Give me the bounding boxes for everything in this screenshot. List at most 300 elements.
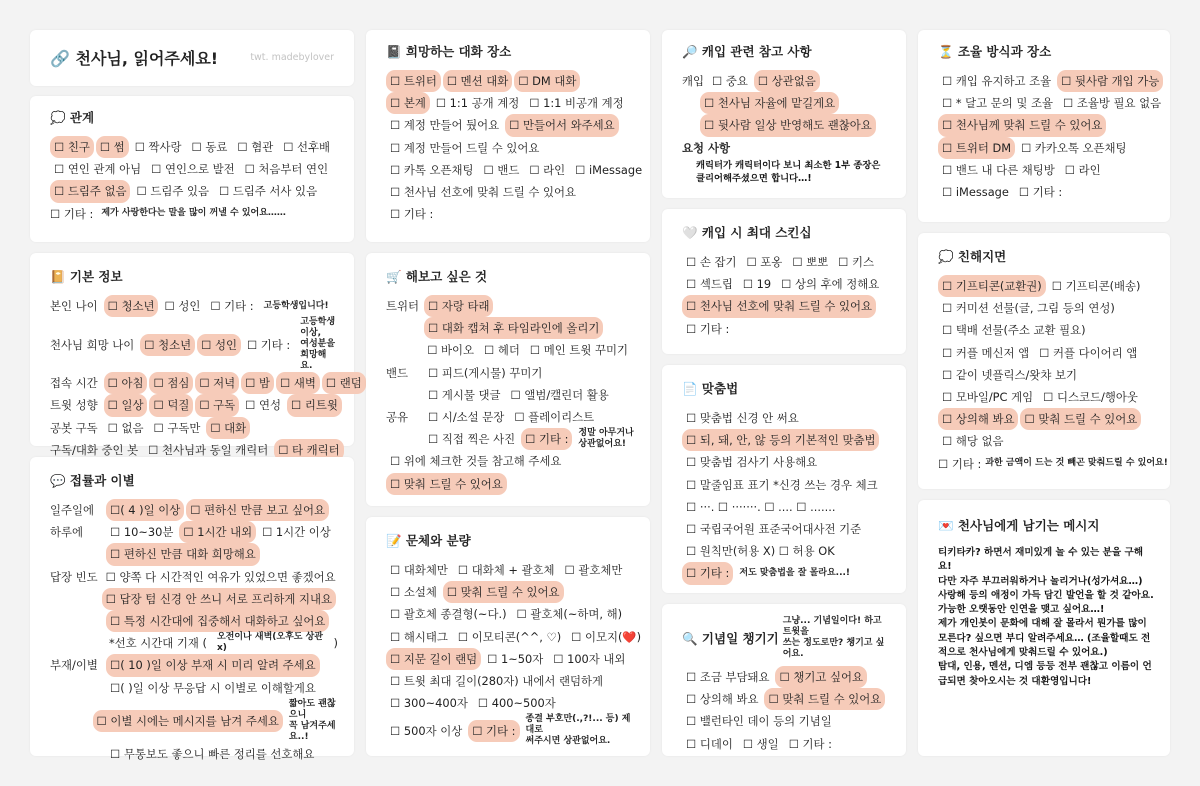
wish-option-selected[interactable]: ☐ 대화 캡쳐 후 타임라인에 올리기 bbox=[424, 317, 603, 339]
close-option[interactable]: ☐ 커미션 선물(글, 그림 등의 연성) bbox=[942, 301, 1115, 316]
place-row bbox=[386, 70, 634, 92]
place-option-selected[interactable]: ☐ 트위터 bbox=[386, 70, 441, 92]
close-row bbox=[938, 342, 1154, 364]
request-label: 요청 사항 bbox=[682, 140, 730, 155]
meet-row bbox=[50, 588, 338, 610]
anniv-title-note: 그냥... 기념일이다! 하고 트윗을 쓰는 정도로만? 챙기고 싶어요. bbox=[782, 616, 885, 659]
relation-option[interactable]: ☐ 혐관 bbox=[237, 140, 274, 154]
close-option[interactable]: ☐ 택배 선물(주소 교환 필요) bbox=[942, 323, 1086, 338]
anniv-option[interactable]: ☐ 디데이 bbox=[686, 736, 733, 751]
style-option-selected[interactable]: ☐ 맞춰 드릴 수 있어요 bbox=[443, 581, 564, 603]
style-option[interactable]: ☐ 해시태그 bbox=[390, 629, 448, 644]
basic-option-selected[interactable]: ☐ 성인 bbox=[197, 334, 241, 356]
wish-row bbox=[386, 384, 634, 406]
spell-etc-option-selected[interactable]: ☐ 기타 : bbox=[682, 562, 733, 584]
close-row bbox=[938, 430, 1154, 452]
relation-etc-note: 제가 사랑한다는 말을 많이 꺼낼 수 있어요…… bbox=[101, 208, 286, 219]
spell-row bbox=[682, 518, 890, 540]
adjust-option[interactable]: ☐ iMessage bbox=[942, 185, 1009, 200]
basic-option[interactable]: ☐ 성인 bbox=[164, 299, 201, 313]
meet-rows bbox=[50, 499, 338, 765]
place-row bbox=[386, 159, 643, 181]
meet-row-label: 하루에 bbox=[50, 525, 84, 540]
relation-option[interactable]: ☐ 짝사랑 bbox=[134, 140, 182, 154]
relation-row bbox=[50, 136, 338, 158]
basic-option-selected[interactable]: ☐ 덕질 bbox=[149, 394, 193, 416]
meet-option-selected[interactable]: ☐( 4 )일 이상 bbox=[106, 499, 184, 521]
spell-etc-note: 저도 맞춤법을 잘 몰라요...! bbox=[739, 568, 851, 579]
wish-row bbox=[386, 295, 634, 317]
basic-row bbox=[50, 317, 338, 372]
caip-more-row bbox=[682, 114, 890, 136]
title-card bbox=[30, 30, 354, 86]
place-title: 📓 희망하는 대화 장소 bbox=[386, 44, 512, 59]
wish-option[interactable]: ☐ 앨범/캘린더 활용 bbox=[510, 387, 609, 402]
close-option[interactable]: ☐ 커플 메신저 앱 bbox=[942, 345, 1030, 360]
close-option[interactable]: ☐ 모바일/PC 게임 bbox=[942, 390, 1034, 405]
meet-paren-close: ) bbox=[333, 636, 338, 651]
basic-option[interactable]: ☐ 없음 bbox=[107, 420, 144, 435]
spell-rows bbox=[682, 407, 890, 562]
meet-card bbox=[30, 457, 354, 761]
anniv-title: 🔍 기념일 챙기기 bbox=[682, 631, 779, 646]
spell-row bbox=[682, 540, 890, 562]
anniv-option[interactable]: ☐ 밸런타인 데이 등의 기념일 bbox=[686, 714, 832, 729]
adjust-rows bbox=[938, 70, 1162, 203]
skin-title: 🤍 캐입 시 최대 스킨십 bbox=[682, 225, 812, 240]
relation-row bbox=[50, 180, 338, 202]
spell-row bbox=[682, 496, 890, 518]
meet-option-selected[interactable]: ☐ 답장 텀 신경 안 쓰니 서로 프리하게 지내요 bbox=[102, 588, 336, 610]
place-row bbox=[386, 181, 634, 203]
adjust-option-selected[interactable]: ☐ 뒷사람 개입 가능 bbox=[1057, 70, 1163, 92]
spell-row bbox=[682, 451, 890, 473]
meet-row-label: 부재/이별 bbox=[50, 658, 98, 673]
basic-option[interactable]: ☐ 구독만 bbox=[153, 420, 201, 435]
relation-option[interactable]: ☐ 연인으로 발전 bbox=[151, 162, 235, 177]
caip-more bbox=[682, 92, 890, 136]
wish-option[interactable]: ☐ 바이오 bbox=[427, 343, 475, 358]
skin-option[interactable]: ☐ 19 bbox=[742, 277, 772, 292]
basic-option-selected[interactable]: ☐ 밤 bbox=[241, 372, 274, 394]
skin-card bbox=[662, 209, 906, 354]
place-option[interactable]: ☐ 1:1 비공개 계정 bbox=[529, 96, 624, 111]
caip-option-selected[interactable]: ☐ 상관없음 bbox=[754, 70, 820, 92]
close-option[interactable]: ☐ 같이 넷플릭스/왓챠 보기 bbox=[942, 367, 1077, 382]
caip-row bbox=[682, 70, 890, 92]
basic-option-selected[interactable]: ☐ 청소년 bbox=[104, 295, 159, 317]
basic-title: 📔 기본 정보 bbox=[50, 269, 123, 284]
credit-text: twt. madebylover bbox=[250, 52, 334, 63]
basic-option-selected[interactable]: ☐ 점심 bbox=[149, 372, 193, 394]
adjust-option[interactable]: ☐ 조율방 필요 없음 bbox=[1063, 96, 1162, 111]
meet-row bbox=[50, 521, 338, 543]
place-option-selected[interactable]: ☐ 본계 bbox=[386, 92, 430, 114]
basic-row-label: 공봇 구독 bbox=[50, 420, 98, 435]
basic-row bbox=[50, 372, 362, 394]
style-option[interactable]: ☐ 400~500자 bbox=[477, 696, 556, 711]
spell-title: 📄 맞춤법 bbox=[682, 381, 739, 396]
spell-etc-slot bbox=[682, 562, 735, 584]
meet-option[interactable]: ☐( )일 이상 무응답 시 이별로 이해할게요 bbox=[110, 680, 316, 695]
adjust-row bbox=[938, 114, 1154, 136]
relation-option[interactable]: ☐ 드림주 서사 있음 bbox=[218, 184, 318, 199]
adjust-title: ⏳ 조율 방식과 장소 bbox=[938, 44, 1052, 59]
message-body: 티키타카? 하면서 재미있게 놀 수 있는 분을 구해요! 다만 자주 부끄러워하거나 놀리거나(성가셔요…) 사랑해 등의 애정이 가득 담긴 발언을 할 것 같아요. 가능한 오랫동안 인연을 맺고 싶어요…! 제가 개인봇이 문화에 대해 잘 몰라서 뭔가를 많이 모른다? 싶으면 부디 알려주세요… (조율할때도 전 적으로 천사님에게 맞춰드릴 수 있어요.) 탐대, 인용, 멘션, 디엠 등등 전부 괜찮고 이름이 언 급되면 찾아오시는 것 대환영입니다! bbox=[938, 547, 1154, 687]
adjust-option[interactable]: ☐ * 달고 문의 및 조율 bbox=[942, 96, 1054, 111]
meet-note: 오전이나 새벽(오후도 상관x) bbox=[216, 632, 323, 654]
basic-option-selected[interactable]: ☐ 구독 bbox=[195, 394, 239, 416]
wish-card bbox=[366, 253, 650, 506]
meet-row bbox=[50, 743, 338, 765]
meet-option-selected[interactable]: ☐ 1시간 내외 bbox=[179, 521, 256, 543]
style-row bbox=[386, 714, 634, 747]
basic-option-selected[interactable]: ☐ 청소년 bbox=[140, 334, 195, 356]
adjust-row bbox=[938, 181, 1154, 203]
request-note: 캐릭터가 캐릭터이다 보니 최소한 1부 종장은 클리어해주셨으면 합니다…! bbox=[696, 159, 881, 184]
skin-row bbox=[682, 318, 890, 340]
style-row bbox=[386, 626, 642, 648]
wish-option[interactable]: ☐ 시/소설 문장 bbox=[428, 410, 505, 425]
caip-title: 🔎 캐입 관련 참고 사항 bbox=[682, 44, 812, 59]
style-option-selected[interactable]: ☐ 지문 길이 랜덤 bbox=[386, 648, 481, 670]
wish-option[interactable]: ☐ 플레이리스트 bbox=[514, 410, 595, 425]
close-option[interactable]: ☐ 디스코드/행아웃 bbox=[1043, 390, 1138, 405]
relation-option-selected[interactable]: ☐ 썸 bbox=[96, 136, 129, 158]
meet-row bbox=[50, 632, 338, 654]
basic-note: 고등학생 이상, 여성분을 희망해요. bbox=[300, 317, 336, 372]
skin-option[interactable]: ☐ 기타 : bbox=[686, 321, 730, 336]
basic-row-label: 접속 시간 bbox=[50, 376, 98, 391]
place-card bbox=[366, 30, 650, 242]
meet-option[interactable]: ☐ 1시간 이상 bbox=[262, 525, 331, 540]
anniv-row bbox=[682, 666, 890, 688]
skin-row bbox=[682, 295, 890, 317]
skin-option[interactable]: ☐ 뽀뽀 bbox=[792, 255, 829, 269]
style-title: 📝 문체와 분량 bbox=[386, 533, 471, 548]
meet-row bbox=[50, 499, 338, 521]
style-length-note: 종결 부호만(.,?!... 등) 제대로 써주시면 상관없어요. bbox=[525, 714, 631, 747]
relation-etc-option[interactable]: ☐ 기타 : bbox=[50, 206, 94, 221]
style-option[interactable]: ☐ 대화체만 bbox=[390, 563, 448, 577]
close-option-selected[interactable]: ☐ 맞춰 드릴 수 있어요 bbox=[1020, 408, 1141, 430]
close-etc-note: 과한 금액이 드는 것 빼곤 맞춰드릴 수 있어요! bbox=[985, 458, 1168, 469]
relation-rows bbox=[50, 136, 338, 203]
close-option[interactable]: ☐ 커플 다이어리 앱 bbox=[1039, 345, 1138, 360]
basic-row bbox=[50, 394, 338, 416]
spell-etc-row bbox=[682, 562, 890, 584]
spell-option[interactable]: ☐ 맞춤법 신경 안 써요 bbox=[686, 411, 799, 425]
wish-option[interactable]: ☐ 위에 체크한 것들 참고해 주세요 bbox=[390, 454, 562, 469]
wish-option[interactable]: ☐ 직접 찍은 사진 bbox=[428, 432, 516, 447]
basic-row-label: 본인 나이 bbox=[50, 299, 98, 313]
place-option[interactable]: ☐ 계정 만들어 뒀어요 bbox=[390, 118, 500, 133]
skin-option[interactable]: ☐ 키스 bbox=[838, 255, 874, 269]
close-title: 💭 친해지면 bbox=[938, 249, 1007, 264]
meet-option[interactable]: ☐ 10~30분 bbox=[110, 525, 174, 540]
wish-row-label: 밴드 bbox=[386, 365, 409, 380]
basic-rows bbox=[50, 295, 362, 461]
wish-row bbox=[386, 406, 634, 428]
style-row bbox=[386, 581, 634, 603]
close-row bbox=[938, 297, 1154, 319]
place-option[interactable]: ☐ 천사님 선호에 맞춰 드릴 수 있어요 bbox=[390, 185, 576, 200]
style-option[interactable]: ☐ 대화체 + 괄호체 bbox=[457, 563, 555, 577]
place-option[interactable]: ☐ iMessage bbox=[575, 162, 643, 177]
meet-row bbox=[50, 699, 338, 743]
style-option[interactable]: ☐ 이모티콘(^^, ♡) bbox=[457, 629, 562, 644]
style-row bbox=[386, 692, 634, 714]
style-option[interactable]: ☐ 300~400자 bbox=[390, 696, 468, 711]
spell-row bbox=[682, 429, 890, 451]
basic-option-selected[interactable]: ☐ 랜덤 bbox=[322, 372, 366, 394]
style-option[interactable]: ☐ 500자 이상 bbox=[390, 723, 463, 738]
wish-title: 🛒 해보고 싶은 것 bbox=[386, 269, 488, 284]
basic-option-selected[interactable]: ☐ 새벽 bbox=[276, 372, 320, 394]
skin-option[interactable]: ☐ 포옹 bbox=[746, 255, 783, 269]
adjust-option[interactable]: ☐ 기타 : bbox=[1018, 185, 1063, 200]
place-option[interactable]: ☐ 밴드 bbox=[483, 162, 520, 177]
style-option[interactable]: ☐ 괄호체(~하며, 해) bbox=[516, 607, 623, 622]
meet-option-selected[interactable]: ☐ 특정 시간대에 집중해서 대화하고 싶어요 bbox=[106, 610, 329, 632]
close-etc-option[interactable]: ☐ 기타 : bbox=[938, 456, 982, 471]
place-option-selected[interactable]: ☐ 만들어서 와주세요 bbox=[505, 114, 618, 136]
adjust-option[interactable]: ☐ 밴드 내 다른 채팅방 bbox=[942, 162, 1055, 177]
meet-row bbox=[50, 654, 338, 676]
basic-option-selected[interactable]: ☐ 대화 bbox=[206, 417, 250, 439]
place-row bbox=[386, 114, 634, 136]
adjust-row bbox=[938, 92, 1162, 114]
adjust-row bbox=[938, 137, 1154, 159]
adjust-option[interactable]: ☐ 카카오톡 오픈채팅 bbox=[1021, 140, 1127, 155]
wish-row-label: 공유 bbox=[386, 410, 409, 425]
relation-title: 💭 관계 bbox=[50, 110, 95, 125]
wish-option-selected[interactable]: ☐ 맞춰 드릴 수 있어요 bbox=[386, 473, 507, 495]
caip-option-selected[interactable]: ☐ 천사님 자율에 맡길게요 bbox=[700, 92, 839, 114]
place-option[interactable]: ☐ 계정 만들어 드릴 수 있어요 bbox=[390, 140, 540, 155]
anniv-option[interactable]: ☐ 상의해 봐요 bbox=[686, 692, 759, 707]
basic-row-label: 구독/대화 중인 봇 bbox=[50, 442, 139, 457]
caip-option-selected[interactable]: ☐ 뒷사람 일상 반영해도 괜찮아요 bbox=[700, 114, 876, 136]
spell-row bbox=[682, 474, 890, 496]
close-rows bbox=[938, 275, 1154, 453]
relation-option[interactable]: ☐ 동료 bbox=[191, 140, 228, 154]
caip-option[interactable]: ☐ 중요 bbox=[712, 74, 748, 88]
place-option[interactable]: ☐ 기타 : bbox=[390, 207, 434, 222]
wish-row bbox=[386, 339, 634, 361]
meet-option[interactable]: ☐ 양쪽 다 시간적인 여유가 있었으면 좋겠어요 bbox=[105, 569, 336, 584]
caip-options bbox=[708, 70, 822, 92]
wish-after-row bbox=[386, 450, 634, 472]
place-row bbox=[386, 92, 634, 114]
anniv-row bbox=[682, 688, 890, 710]
spell-option[interactable]: ☐ 말줄임표 표기 *신경 쓰는 경우 체크 bbox=[686, 477, 878, 492]
basic-option-selected[interactable]: ☐ 아침 bbox=[104, 372, 148, 394]
meet-option-selected[interactable]: ☐ 편하신 만큼 보고 싶어요 bbox=[186, 499, 329, 521]
adjust-row bbox=[938, 159, 1154, 181]
skin-row bbox=[682, 273, 890, 295]
caip-more-row bbox=[682, 92, 890, 114]
style-rows bbox=[386, 559, 642, 747]
spell-option[interactable]: ☐ 국립국어원 표준국어대사전 기준 bbox=[686, 522, 862, 537]
anniv-header bbox=[682, 616, 890, 660]
close-option-selected[interactable]: ☐ 상의해 봐요 bbox=[938, 408, 1018, 430]
basic-option[interactable]: ☐ 연성 bbox=[245, 398, 282, 413]
skin-option[interactable]: ☐ 손 잡기 bbox=[686, 255, 737, 269]
close-option[interactable]: ☐ 기프티콘(배송) bbox=[1051, 279, 1141, 293]
wish-note: 정말 아무거나 상관없어요! bbox=[578, 428, 634, 450]
style-row bbox=[386, 648, 634, 670]
skin-rows bbox=[682, 251, 890, 340]
adjust-option-selected[interactable]: ☐ 천사님께 맞춰 드릴 수 있어요 bbox=[938, 114, 1106, 136]
adjust-option-selected[interactable]: ☐ 트위터 DM bbox=[938, 137, 1015, 159]
caip-label: 캐입 bbox=[682, 74, 705, 88]
basic-row-label: 천사님 희망 나이 bbox=[50, 337, 135, 352]
relation-etc-row bbox=[50, 203, 338, 225]
basic-option[interactable]: ☐ 기타 : bbox=[246, 337, 291, 352]
wish-row bbox=[386, 428, 634, 450]
relation-option[interactable]: ☐ 연인 관계 아님 bbox=[54, 162, 142, 177]
meet-option[interactable]: *선호 시간대 기재 ( bbox=[108, 636, 207, 651]
relation-card bbox=[30, 96, 354, 242]
close-card bbox=[918, 233, 1170, 489]
relation-option-selected[interactable]: ☐ 드림주 없음 bbox=[50, 180, 130, 202]
meet-option-selected[interactable]: ☐ 이별 시에는 메시지를 남겨 주세요 bbox=[93, 710, 283, 732]
page-title: 🔗 천사님, 읽어주세요! bbox=[50, 49, 219, 68]
meet-row bbox=[50, 566, 338, 588]
close-row bbox=[938, 364, 1154, 386]
meet-option[interactable]: ☐ 무통보도 좋으니 빠른 정리를 선호해요 bbox=[110, 746, 315, 761]
anniv-option[interactable]: ☐ 조금 부담돼요 bbox=[686, 670, 770, 684]
style-option[interactable]: ☐ 이모지(❤️) bbox=[571, 629, 642, 644]
place-row bbox=[386, 137, 634, 159]
spell-option[interactable]: ☐ ···. ☐ ·······. ☐ .... ☐ ....... bbox=[686, 499, 836, 514]
wish-option[interactable]: ☐ 피드(게시물) 꾸미기 bbox=[428, 365, 543, 380]
message-card bbox=[918, 500, 1170, 756]
adjust-option[interactable]: ☐ 라인 bbox=[1064, 162, 1101, 177]
meet-row bbox=[50, 543, 338, 565]
spell-option-selected[interactable]: ☐ 되, 돼, 안, 않 등의 기본적인 맞춤법 bbox=[682, 429, 879, 451]
meet-note: 짧아도 괜찮으니 꼭 남겨주세요..! bbox=[288, 698, 336, 742]
skin-option[interactable]: ☐ 섹드립 bbox=[686, 277, 733, 292]
wish-option[interactable]: ☐ 메인 트윗 꾸미기 bbox=[529, 343, 628, 358]
basic-row-label: 트윗 성향 bbox=[50, 398, 98, 413]
basic-option-selected[interactable]: ☐ 리트윗 bbox=[287, 394, 342, 416]
style-option[interactable]: ☐ 1~50자 bbox=[487, 651, 544, 666]
anniv-option-selected[interactable]: ☐ 챙기고 싶어요 bbox=[775, 666, 866, 688]
adjust-option[interactable]: ☐ 캐입 유지하고 조율 bbox=[942, 74, 1052, 88]
skin-option[interactable]: ☐ 상의 후에 정해요 bbox=[781, 277, 880, 292]
wish-row bbox=[386, 317, 634, 339]
basic-note: 고등학생입니다! bbox=[263, 300, 329, 311]
relation-row bbox=[50, 158, 338, 180]
close-row bbox=[938, 319, 1154, 341]
link-icon: 🔗 bbox=[50, 49, 70, 68]
style-option[interactable]: ☐ 괄호체만 bbox=[564, 563, 623, 577]
style-option-selected[interactable]: ☐ 기타 : bbox=[468, 720, 519, 742]
meet-row bbox=[50, 610, 338, 632]
spell-option[interactable]: ☐ 원칙만(허용 X) ☐ 허용 OK bbox=[686, 544, 835, 559]
style-card bbox=[366, 517, 650, 756]
place-option-selected[interactable]: ☐ 멘션 대화 bbox=[443, 70, 512, 92]
close-row bbox=[938, 408, 1154, 430]
meet-row-label: 답장 빈도 bbox=[50, 569, 98, 584]
basic-option-selected[interactable]: ☐ 타 캐릭터 bbox=[274, 439, 343, 461]
skin-row bbox=[682, 251, 890, 273]
meet-option-selected[interactable]: ☐( 10 )일 이상 부재 시 미리 알려 주세요 bbox=[106, 654, 320, 676]
meet-option-selected[interactable]: ☐ 편하신 만큼 대화 희망해요 bbox=[106, 543, 260, 565]
request-row bbox=[682, 137, 890, 159]
anniv-option-selected[interactable]: ☐ 맞춰 드릴 수 있어요 bbox=[764, 688, 885, 710]
message-title: 💌 천사님에게 남기는 메시지 bbox=[938, 518, 1100, 533]
place-row bbox=[386, 203, 634, 225]
spell-option[interactable]: ☐ 맞춤법 검사기 사용해요 bbox=[686, 455, 818, 470]
basic-option-selected[interactable]: ☐ 일상 bbox=[104, 394, 148, 416]
style-option[interactable]: ☐ 100자 내외 bbox=[553, 651, 626, 666]
place-option[interactable]: ☐ 1:1 공개 계정 bbox=[435, 96, 520, 111]
meet-row-label: 일주일에 bbox=[50, 503, 95, 517]
anniv-row bbox=[682, 733, 890, 755]
spell-row bbox=[682, 407, 890, 429]
close-option-selected[interactable]: ☐ 기프티콘(교환권) bbox=[938, 275, 1046, 297]
style-option[interactable]: ☐ 트윗 최대 길이(280자) 내에서 랜덤하게 bbox=[390, 674, 603, 689]
place-option-selected[interactable]: ☐ DM 대화 bbox=[514, 70, 580, 92]
meet-title: 💬 접률과 이별 bbox=[50, 473, 135, 488]
style-option[interactable]: ☐ 소설체 bbox=[390, 585, 437, 600]
wish-rows bbox=[386, 295, 634, 495]
wish-after-row bbox=[386, 473, 634, 495]
relation-option[interactable]: ☐ 처음부터 연인 bbox=[244, 162, 329, 177]
adjust-row bbox=[938, 70, 1160, 92]
anniv-option[interactable]: ☐ 기타 : bbox=[788, 736, 832, 751]
relation-option-selected[interactable]: ☐ 친구 bbox=[50, 136, 94, 158]
basic-option-selected[interactable]: ☐ 저녁 bbox=[195, 372, 239, 394]
wish-row bbox=[386, 362, 634, 384]
wish-option[interactable]: ☐ 헤더 bbox=[484, 343, 520, 358]
basic-card bbox=[30, 253, 362, 457]
close-etc-row bbox=[938, 453, 1168, 475]
anniv-option[interactable]: ☐ 생일 bbox=[742, 736, 779, 751]
style-row bbox=[386, 603, 634, 625]
relation-option[interactable]: ☐ 드림주 있음 bbox=[136, 184, 209, 199]
place-rows bbox=[386, 70, 643, 225]
wish-option[interactable]: ☐ 게시물 댓글 bbox=[428, 387, 501, 402]
basic-option[interactable]: ☐ 천사님과 동일 캐릭터 bbox=[148, 442, 269, 457]
wish-option-selected[interactable]: ☐ 자랑 타래 bbox=[424, 295, 493, 317]
basic-row bbox=[50, 417, 338, 439]
style-option[interactable]: ☐ 괄호체 종결형(~다.) bbox=[390, 607, 507, 622]
close-option[interactable]: ☐ 해당 없음 bbox=[942, 434, 1004, 449]
basic-option[interactable]: ☐ 기타 : bbox=[210, 299, 254, 313]
meet-row bbox=[50, 677, 338, 699]
adjust-card bbox=[918, 30, 1170, 222]
style-row bbox=[386, 670, 634, 692]
anniv-row bbox=[682, 710, 890, 732]
close-row bbox=[938, 386, 1154, 408]
skin-option-selected[interactable]: ☐ 천사님 선호에 맞춰 드릴 수 있어요 bbox=[682, 295, 876, 317]
wish-row-label: 트위터 bbox=[386, 299, 420, 313]
place-option[interactable]: ☐ 카톡 오픈채팅 bbox=[390, 162, 474, 177]
spell-card bbox=[662, 365, 906, 593]
relation-option[interactable]: ☐ 선후배 bbox=[283, 140, 331, 154]
basic-row bbox=[50, 295, 338, 317]
anniv-rows bbox=[682, 666, 890, 755]
style-row bbox=[386, 559, 634, 581]
place-option[interactable]: ☐ 라인 bbox=[529, 162, 566, 177]
wish-option-selected[interactable]: ☐ 기타 : bbox=[521, 428, 572, 450]
anniv-card bbox=[662, 604, 906, 756]
close-row bbox=[938, 275, 1154, 297]
